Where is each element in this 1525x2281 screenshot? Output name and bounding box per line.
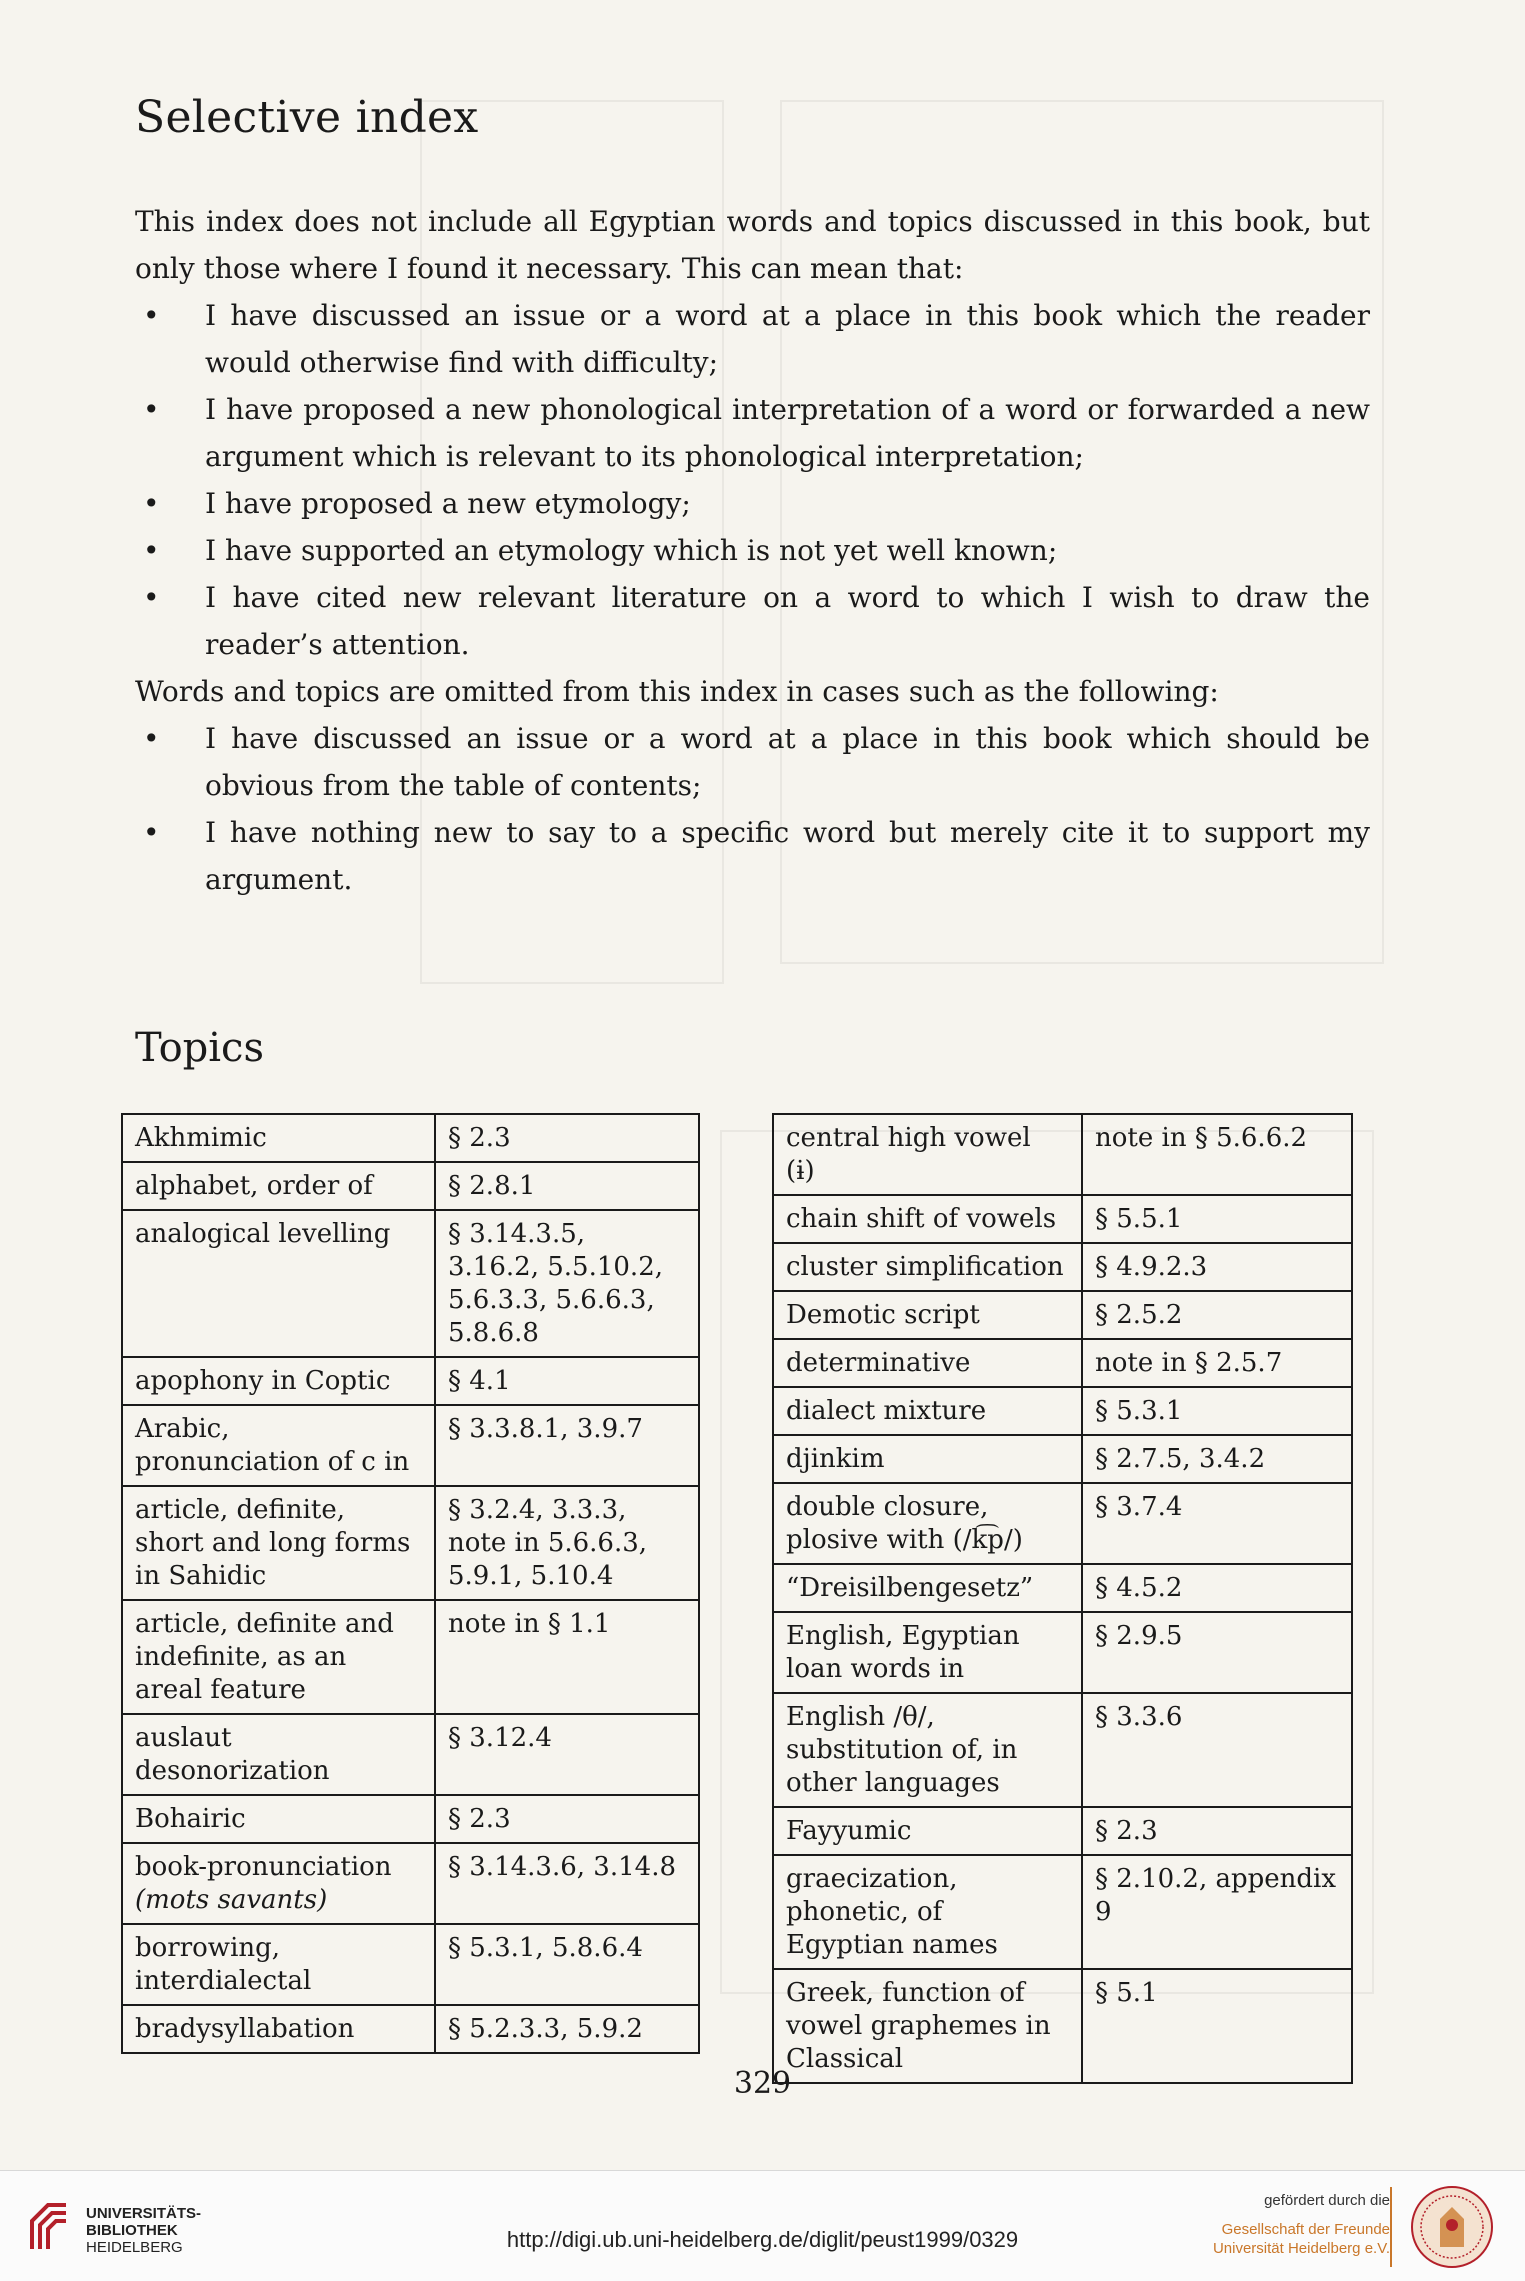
table-row — [122, 1405, 699, 1486]
topic-term: “Dreisilbengesetz” — [773, 1564, 1082, 1612]
topics-table-right — [772, 1113, 1353, 2084]
table-row — [773, 1114, 1352, 1195]
topic-reference: § 3.2.4, 3.3.3, note in 5.6.6.3, 5.9.1, 5.10.4 — [435, 1486, 699, 1600]
topic-reference: § 2.7.5, 3.4.2 — [1082, 1435, 1352, 1483]
intro-paragraph: Words and topics are omitted from this index in cases such as the following: — [135, 675, 1219, 708]
topic-reference: § 2.3 — [435, 1114, 699, 1162]
topic-term: Demotic script — [773, 1291, 1082, 1339]
topic-reference: § 5.5.1 — [1082, 1195, 1352, 1243]
table-row — [122, 1357, 699, 1405]
bullet-icon: • — [143, 299, 160, 332]
list-item: • I have proposed a new etymology; — [135, 480, 1370, 527]
table-row — [773, 1435, 1352, 1483]
bullet-icon: • — [143, 816, 160, 849]
table-row — [122, 1114, 699, 1162]
university-seal-icon — [1410, 2185, 1494, 2269]
topic-reference: § 2.3 — [435, 1795, 699, 1843]
topic-term: central high vowel (ɨ) — [773, 1114, 1082, 1195]
intro-paragraph: This index does not include all Egyptian words and topics discussed in this book, but only those where I found it necessary. This can mean that: — [135, 205, 1370, 285]
table-row — [773, 1291, 1352, 1339]
topic-reference: § 2.10.2, appendix 9 — [1082, 1855, 1352, 1969]
inclusion-list — [135, 292, 1370, 668]
topic-term: bradysyllabation — [122, 2005, 435, 2053]
table-row — [773, 1807, 1352, 1855]
topic-reference: § 4.1 — [435, 1357, 699, 1405]
bullet-icon: • — [143, 722, 160, 755]
topics-table-left — [121, 1113, 700, 2054]
table-row — [773, 1693, 1352, 1807]
table-row — [773, 1612, 1352, 1693]
topic-term: dialect mixture — [773, 1387, 1082, 1435]
table-row — [122, 1210, 699, 1357]
table-row — [773, 1195, 1352, 1243]
topic-term: cluster simplification — [773, 1243, 1082, 1291]
list-item: • I have nothing new to say to a specific word but merely cite it to support my argument. — [135, 809, 1370, 903]
table-row — [122, 1843, 699, 1924]
table-row — [773, 1855, 1352, 1969]
list-item: • I have discussed an issue or a word at a place in this book which should be obvious from the table of contents; — [135, 715, 1370, 809]
topic-term: article, definite and indefinite, as an areal feature — [122, 1600, 435, 1714]
list-item: • I have discussed an issue or a word at a place in this book which the reader would otherwise find with difficulty; — [135, 292, 1370, 386]
table-row — [773, 1564, 1352, 1612]
viewer-footer — [0, 2170, 1525, 2281]
sponsor-credit: gefördert durch die Gesellschaft der Freunde Universität Heidelberg e.V. — [1212, 2192, 1390, 2257]
topic-reference: § 3.14.3.5, 3.16.2, 5.5.10.2, 5.6.3.3, 5.6.6.3, 5.8.6.8 — [435, 1210, 699, 1357]
table-row — [122, 1486, 699, 1600]
topic-reference: § 2.8.1 — [435, 1162, 699, 1210]
topic-reference: § 2.3 — [1082, 1807, 1352, 1855]
topic-reference: § 5.3.1, 5.8.6.4 — [435, 1924, 699, 2005]
topic-reference: note in § 2.5.7 — [1082, 1339, 1352, 1387]
table-row — [773, 1339, 1352, 1387]
list-item: • I have cited new relevant literature on a word to which I wish to draw the reader’s attention. — [135, 574, 1370, 668]
topic-term: Akhmimic — [122, 1114, 435, 1162]
topic-term: djinkim — [773, 1435, 1082, 1483]
topic-reference: § 2.5.2 — [1082, 1291, 1352, 1339]
topic-term: auslaut desonorization — [122, 1714, 435, 1795]
list-item: • I have proposed a new phonological interpretation of a word or forwarded a new argument which is relevant to its phonological interpretation; — [135, 386, 1370, 480]
topic-reference: § 3.7.4 — [1082, 1483, 1352, 1564]
topic-reference: § 5.2.3.3, 5.9.2 — [435, 2005, 699, 2053]
table-row — [773, 1243, 1352, 1291]
table-row — [122, 1600, 699, 1714]
topic-reference: § 5.1 — [1082, 1969, 1352, 2083]
topic-term: Greek, function of vowel graphemes in Classical — [773, 1969, 1082, 2083]
section-title: Topics — [135, 1025, 264, 1071]
table-row — [773, 1387, 1352, 1435]
topic-term: English, Egyptian loan words in — [773, 1612, 1082, 1693]
topic-reference: § 3.3.6 — [1082, 1693, 1352, 1807]
library-name: UNIVERSITÄTS- BIBLIOTHEK HEIDELBERG — [86, 2205, 202, 2256]
topic-term: analogical levelling — [122, 1210, 435, 1357]
topic-term: article, definite, short and long forms in Sahidic — [122, 1486, 435, 1600]
bullet-icon: • — [143, 487, 160, 520]
topic-term: English /θ/, substitution of, in other languages — [773, 1693, 1082, 1807]
topic-reference: § 4.9.2.3 — [1082, 1243, 1352, 1291]
topic-reference: § 3.3.8.1, 3.9.7 — [435, 1405, 699, 1486]
bullet-icon: • — [143, 534, 160, 567]
topic-reference: § 5.3.1 — [1082, 1387, 1352, 1435]
topic-term: graecization, phonetic, of Egyptian names — [773, 1855, 1082, 1969]
bullet-icon: • — [143, 581, 160, 614]
page-number: 329 — [733, 2066, 792, 2101]
topic-term: apophony in Coptic — [122, 1357, 435, 1405]
table-row — [122, 2005, 699, 2053]
list-item: • I have supported an etymology which is not yet well known; — [135, 527, 1370, 574]
bullet-icon: • — [143, 393, 160, 426]
topic-term: double closure, plosive with (/k͡p/) — [773, 1483, 1082, 1564]
intro-text — [135, 198, 1370, 903]
topic-reference: § 3.14.3.6, 3.14.8 — [435, 1843, 699, 1924]
topic-reference: § 4.5.2 — [1082, 1564, 1352, 1612]
topic-term: borrowing, interdialectal — [122, 1924, 435, 2005]
table-row — [122, 1924, 699, 2005]
exclusion-list — [135, 715, 1370, 903]
topic-reference: note in § 5.6.6.2 — [1082, 1114, 1352, 1195]
topic-reference: note in § 1.1 — [435, 1600, 699, 1714]
topic-term: determinative — [773, 1339, 1082, 1387]
page-title: Selective index — [135, 92, 479, 143]
topic-reference: § 3.12.4 — [435, 1714, 699, 1795]
document-url-link[interactable]: http://digi.ub.uni-heidelberg.de/diglit/peust1999/0329 — [506, 2227, 1019, 2252]
topic-term: alphabet, order of — [122, 1162, 435, 1210]
table-row — [122, 1162, 699, 1210]
table-row — [122, 1714, 699, 1795]
topic-term: Fayyumic — [773, 1807, 1082, 1855]
topic-term: Arabic, pronunciation of ϲ in — [122, 1405, 435, 1486]
topic-term: Bohairic — [122, 1795, 435, 1843]
topic-term: chain shift of vowels — [773, 1195, 1082, 1243]
topic-term: book-pronunciation (mots savants) — [122, 1843, 435, 1924]
topic-reference: § 2.9.5 — [1082, 1612, 1352, 1693]
divider — [1390, 2187, 1392, 2267]
table-row — [122, 1795, 699, 1843]
table-row — [773, 1483, 1352, 1564]
